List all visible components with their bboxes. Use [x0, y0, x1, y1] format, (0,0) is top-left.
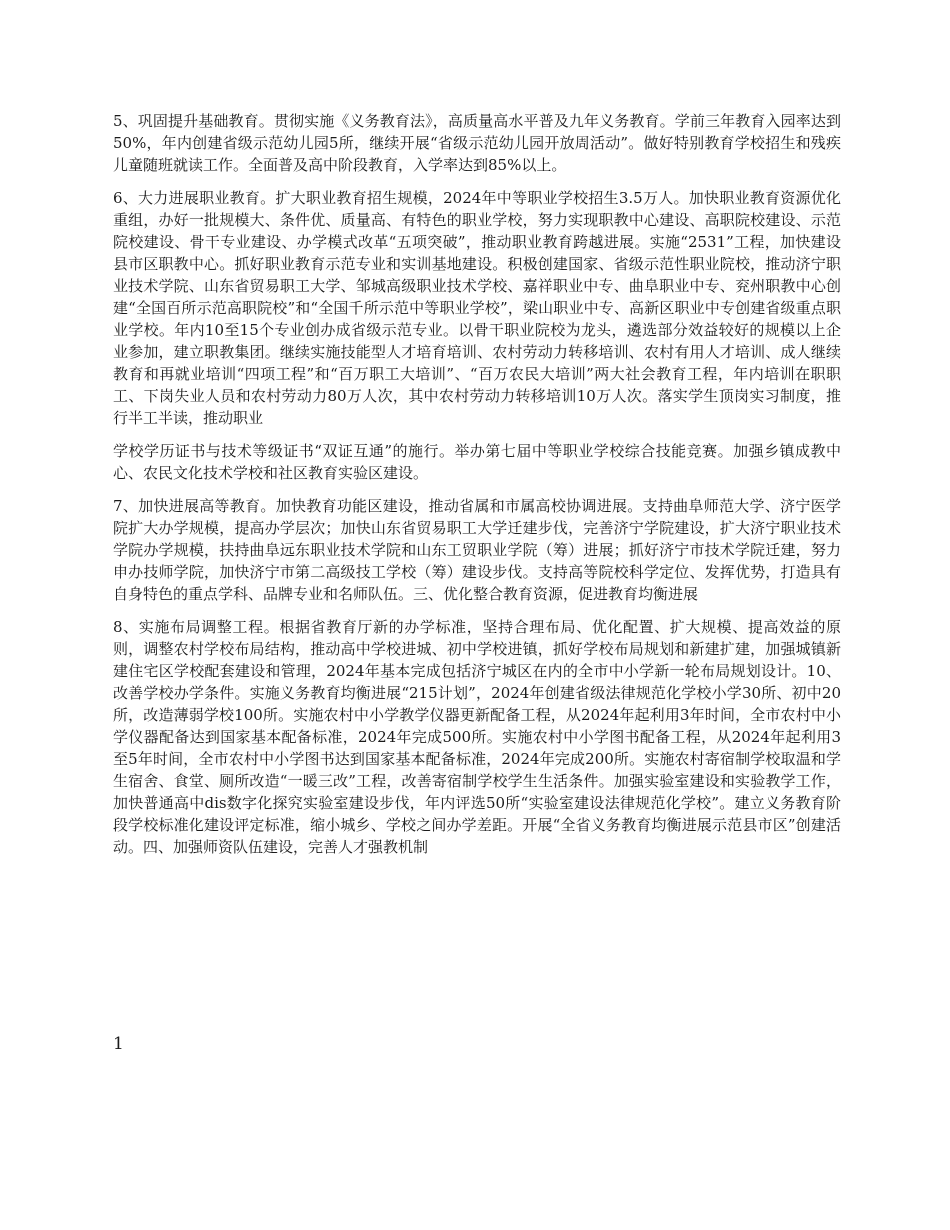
- paragraph-layout-adjustment: 8、实施布局调整工程。根据省教育厅新的办学标准，坚持合理布局、优化配置、扩大规模、提高效益的原则，调整农村学校布局结构，推动高中学校进城、初中学校进镇，抓好学校布局规划和新建扩建，加强城镇新建住宅区学校配套建设和管理，2024年基本完成包括济宁城区在内的全市中小学新一轮布局规划设计。10、改善学校办学条件。实施义务教育均衡进展“215计划”，2024年创建省级法律规范化学校小学30所、初中20所，改造薄弱学校100所。实施农村中小学教学仪器更新配备工程，从2024年起利用3年时间，全市农村中小学仪器配备达到国家基本配备标准，2024年完成500所。实施农村中小学图书配备工程，从2024年起利用3至5年时间，全市农村中小学图书达到国家基本配备标准，2024年完成200所。实施农村寄宿制学校取温和学生宿舍、食堂、厕所改造“一暖三改”工程，改善寄宿制学校学生生活条件。加强实验室建设和实验教学工作，加快普通高中dis数字化探究实验室建设步伐，年内评选50所“实验室建设法律规范化学校”。建立义务教育阶段学校标准化建设评定标准，缩小城乡、学校之间办学差距。开展“全省义务教育均衡进展示范县市区”创建活动。四、加强师资队伍建设，完善人才强教机制: [113, 618, 841, 856]
- document-body: [113, 110, 841, 869]
- paragraph-higher-education: 7、加快进展高等教育。加快教育功能区建设，推动省属和市属高校协调进展。支持曲阜师范大学、济宁医学院扩大办学规模，提高办学层次；加快山东省贸易职工大学迁建步伐，完善济宁学院建设，扩大济宁职业技术学院办学规模，扶持曲阜远东职业技术学院和山东工贸职业学院（筹）进展；抓好济宁市技术学院迁建，努力申办技师学院，加快济宁市第二高级技工学校（筹）建设步伐。支持高等院校科学定位、发挥优势，打造具有自身特色的重点学科、品牌专业和名师队伍。三、优化整合教育资源，促进教育均衡进展: [113, 497, 841, 603]
- paragraph-basic-education: 5、巩固提升基础教育。贯彻实施《义务教育法》，高质量高水平普及九年义务教育。学前三年教育入园率达到50%，年内创建省级示范幼儿园5所，继续开展“省级示范幼儿园开放周活动”。做好特别教育学校招生和残疾儿童随班就读工作。全面普及高中阶段教育，入学率达到85%以上。: [113, 112, 841, 174]
- paragraph-vocational-education: 6、大力进展职业教育。扩大职业教育招生规模，2024年中等职业学校招生3.5万人。加快职业教育资源优化重组，办好一批规模大、条件优、质量高、有特色的职业学校，努力实现职教中心建设、高职院校建设、示范院校建设、骨干专业建设、办学模式改革“五项突破”，推动职业教育跨越进展。实施“2531”工程，加快建设县市区职教中心。抓好职业教育示范专业和实训基地建设。积极创建国家、省级示范性职业院校，推动济宁职业技术学院、山东省贸易职工大学、邹城高级职业技术学校、嘉祥职业中专、曲阜职业中专、兖州职教中心创建“全国百所示范高职院校”和“全国千所示范中等职业学校”，梁山职业中专、高新区职业中专创建省级重点职业学校。年内10至15个专业创办成省级示范专业。以骨干职业院校为龙头，遴选部分效益较好的规模以上企业参加，建立职教集团。继续实施技能型人才培育培训、农村劳动力转移培训、农村有用人才培训、成人继续教育和再就业培训“四项工程”和“百万职工大培训”、“百万农民大培训”两大社会教育工程，年内培训在职职工、下岗失业人员和农村劳动力80万人次，其中农村劳动力转移培训10万人次。落实学生顶岗实习制度，推行半工半读，推动职业: [113, 189, 841, 427]
- page-number: 1: [113, 1034, 124, 1054]
- paragraph-vocational-continued: 学校学历证书与技术等级证书“双证互通”的施行。举办第七届中等职业学校综合技能竞赛。加强乡镇成教中心、农民文化技术学校和社区教育实验区建设。: [113, 442, 841, 482]
